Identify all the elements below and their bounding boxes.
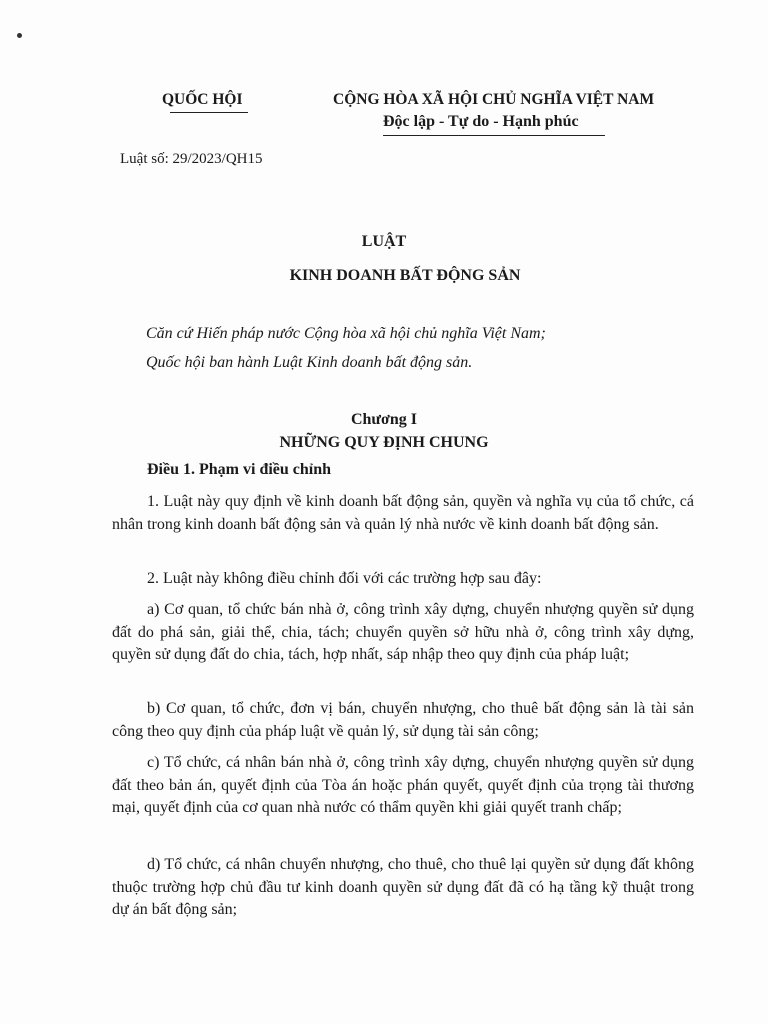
- law-name-title: KINH DOANH BẤT ĐỘNG SẢN: [289, 267, 521, 284]
- paragraph-c: c) Tổ chức, cá nhân bán nhà ở, công trình xây dựng, chuyển nhượng quyền sử dụng đất theo bản án, quyết định của Tòa án hoặc phán quyết, quyết định của trọng tài thương mại, quyết định của cơ quan nhà nước có thẩm quyền khi giải quyết tranh chấp;: [112, 754, 694, 816]
- paragraph-2: 2. Luật này không điều chỉnh đối với các trường hợp sau đây:: [147, 570, 542, 587]
- legal-basis-line: Căn cứ Hiến pháp nước Cộng hòa xã hội chủ nghĩa Việt Nam;: [146, 325, 546, 342]
- scan-speck: [17, 33, 22, 38]
- law-number: Luật số: 29/2023/QH15: [120, 151, 263, 167]
- paragraph-1: 1. Luật này quy định về kinh doanh bất động sản, quyền và nghĩa vụ của tổ chức, cá nhân trong kinh doanh bất động sản và quản lý nhà nước về kinh doanh bất động sản.: [112, 493, 694, 533]
- issuer-name: QUỐC HỘI: [162, 91, 243, 108]
- paragraph-d: d) Tổ chức, cá nhân chuyển nhượng, cho thuê, cho thuê lại quyền sử dụng đất không thuộc trường hợp chủ đầu tư kinh doanh quyền sử dụng đất đã có hạ tầng kỹ thuật trong dự án bất động sản;: [112, 856, 694, 918]
- chapter-name: NHỮNG QUY ĐỊNH CHUNG: [279, 434, 489, 451]
- chapter-number: Chương I: [350, 411, 418, 428]
- national-title: CỘNG HÒA XÃ HỘI CHỦ NGHĨA VIỆT NAM: [333, 91, 655, 108]
- paragraph-a: a) Cơ quan, tổ chức bán nhà ở, công trình xây dựng, chuyển nhượng quyền sử dụng đất do phá sản, giải thể, chia, tách; chuyển quyền sở hữu nhà ở, công trình xây dựng, quyền sử dụng đất do chia, tách, hợp nhất, sáp nhập theo quy định của pháp luật;: [112, 601, 694, 663]
- issuer-underline: [170, 112, 248, 113]
- national-motto: Độc lập - Tự do - Hạnh phúc: [383, 113, 579, 130]
- promulgation-line: Quốc hội ban hành Luật Kinh doanh bất động sản.: [146, 354, 473, 371]
- paragraph-b: b) Cơ quan, tổ chức, đơn vị bán, chuyển nhượng, cho thuê bất động sản là tài sản công theo quy định của pháp luật về quản lý, sử dụng tài sản công;: [112, 700, 694, 740]
- document-type-title: LUẬT: [361, 233, 407, 250]
- article-heading: Điều 1. Phạm vi điều chỉnh: [147, 461, 332, 478]
- motto-underline: [383, 135, 605, 136]
